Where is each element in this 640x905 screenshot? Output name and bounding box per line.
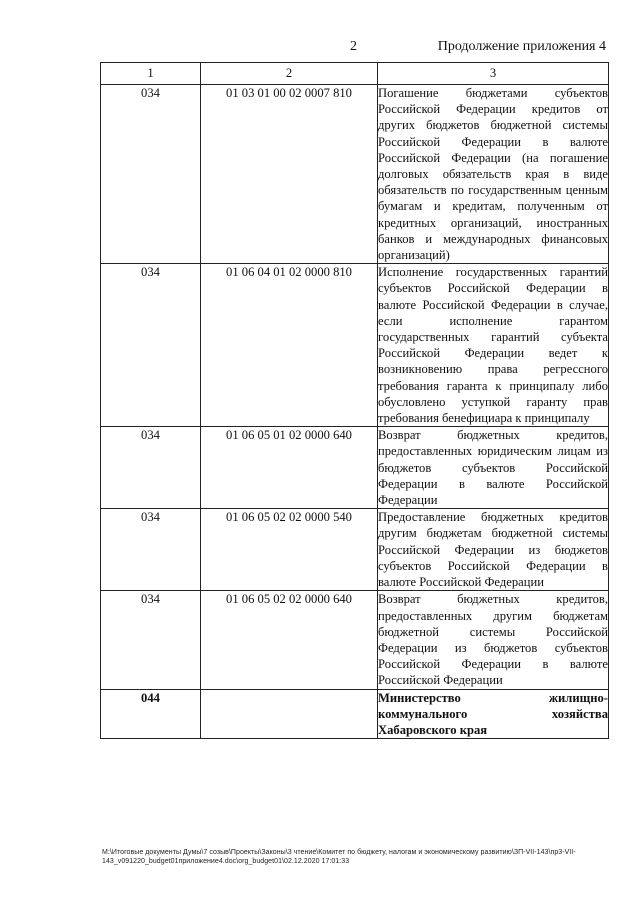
ministry-name-cell: Министерство жилищно-коммунального хозяйства Хабаровского края <box>378 690 608 737</box>
admin-code-cell: 034 <box>101 85 201 264</box>
classification-code-cell: 01 06 05 02 02 0000 640 <box>201 591 378 689</box>
description-cell: Возврат бюджетных кредитов, предоставленных юридическим лицам из бюджетов субъектов Российской Федерации в валюте Российской Федерации <box>378 428 608 508</box>
classification-code-cell: 01 03 01 00 02 0007 810 <box>201 85 378 264</box>
description-cell: Предоставление бюджетных кредитов другим бюджетам бюджетной системы Российской Федерации из бюджетов субъектов Российской Федерации в валюте Российской Федерации <box>378 510 608 590</box>
admin-code-cell: 044 <box>101 689 201 739</box>
classification-code-cell: 01 06 05 01 02 0000 640 <box>201 427 378 509</box>
column-header: 2 <box>201 63 378 85</box>
table-row-ministry <box>101 689 609 739</box>
table-row <box>101 427 609 509</box>
page-number: 2 <box>350 39 357 54</box>
continuation-title: Продолжение приложения 4 <box>437 39 606 54</box>
table-row <box>101 264 609 427</box>
table-row <box>101 85 609 264</box>
admin-code-cell: 034 <box>101 427 201 509</box>
description-cell: Исполнение государственных гарантий субъектов Российской Федерации в валюте Российской Федерации в случае, если исполнение гарантом государственных гарантий субъекта Российской Федерации ведет к возникновению права регрессного требования гаранта к принципалу либо обусловлено уступкой гаранту прав требования бенефициара к принципалу <box>378 265 608 426</box>
file-path-footer: M:\Итоговые документы Думы\7 созыв\Проекты\Законы\3 чтение\Комитет по бюджету, налогам и экономическому развитию\ЗП-VII-143\пр3-VII-143_v091220_budget01приложение4.doc\org_budget01\02.12.2020 17:01:33 <box>102 849 576 865</box>
column-header: 1 <box>101 63 201 85</box>
description-cell: Возврат бюджетных кредитов, предоставленных другим бюджетам бюджетной системы Российской Федерации из бюджетов субъектов Российской Федерации в валюте Российской Федерации <box>378 592 608 688</box>
admin-code-cell: 034 <box>101 264 201 427</box>
classification-code-cell: 01 06 05 02 02 0000 540 <box>201 509 378 591</box>
appendix-table <box>100 62 609 739</box>
table-header-row <box>101 63 609 85</box>
admin-code-cell: 034 <box>101 591 201 689</box>
table-row <box>101 591 609 689</box>
description-cell: Погашение бюджетами субъектов Российской Федерации кредитов от других бюджетов бюджетной системы Российской Федерации в валюте Российской Федерации (на погашение долговых обязательств края в виде обязательств по государственным ценным бумагам и кредитам, полученным от кредитных организаций, иностранных банков и международных финансовых организаций) <box>378 86 608 263</box>
column-header: 3 <box>378 63 609 85</box>
classification-code-cell <box>201 689 378 739</box>
classification-code-cell: 01 06 04 01 02 0000 810 <box>201 264 378 427</box>
table-row <box>101 509 609 591</box>
admin-code-cell: 034 <box>101 509 201 591</box>
